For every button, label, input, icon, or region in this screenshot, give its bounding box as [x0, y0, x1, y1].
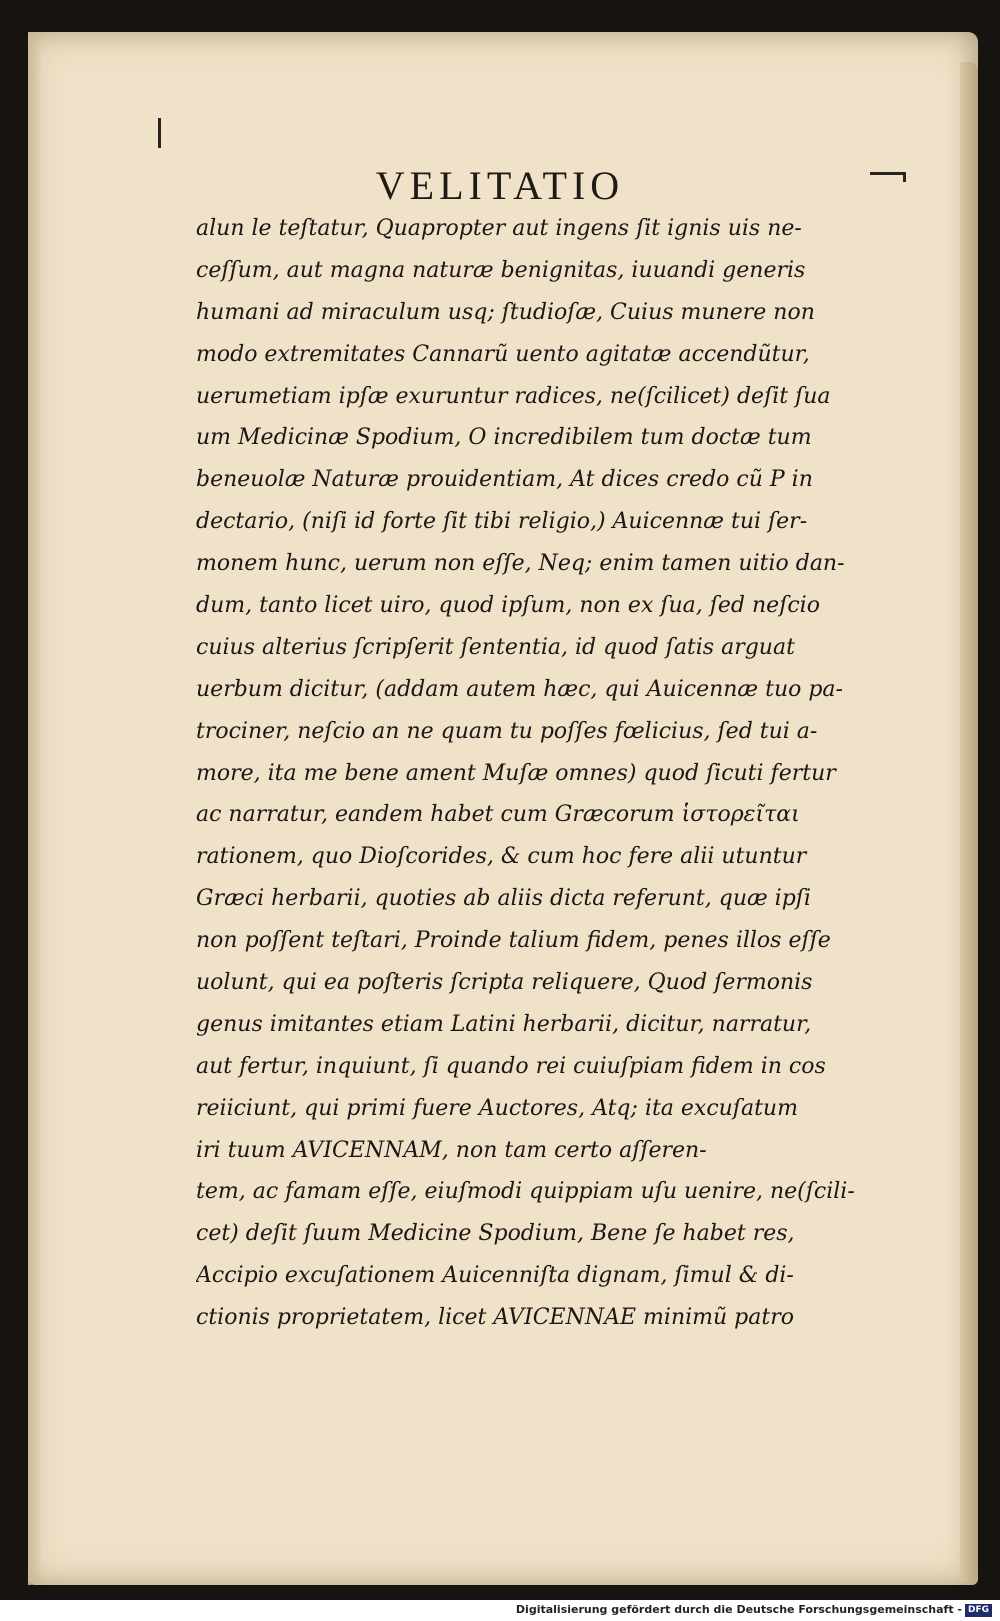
text-line: um Medicinæ Spodium, O incredibilem tum doctæ tum: [196, 425, 812, 451]
text-line: dectario, (niſi id forte ſit tibi religio,) Auicennæ tui ſer-: [196, 509, 808, 535]
text-block: [196, 208, 896, 1339]
text-line: uerumetiam ipſæ exuruntur radices, ne(ſcilicet) deſit ſua: [196, 383, 831, 409]
digitization-credit: [516, 1603, 992, 1617]
text-line: monem hunc, uerum non eſſe, Neq; enim tamen uitio dan-: [196, 551, 845, 577]
credit-text: Digitalisierung gefördert durch die Deutsche Forschungsgemeinschaft -: [515, 1603, 962, 1616]
text-line: reiiciunt, qui primi fuere Auctores, Atq; ita excuſatum: [196, 1095, 798, 1121]
text-line: uolunt, qui ea poſteris ſcripta reliquere, Quod ſermonis: [196, 970, 813, 996]
text-line: trociner, neſcio an ne quam tu poſſes fœlicius, ſed tui a-: [196, 718, 818, 744]
text-line: beneuolæ Naturæ prouidentiam, At dices credo cũ P in: [196, 467, 813, 493]
text-line: Græci herbarii, quoties ab aliis dicta referunt, quæ ipſi: [196, 886, 811, 912]
text-line: genus imitantes etiam Latini herbarii, dicitur, narratur,: [196, 1011, 812, 1037]
running-header: VELITATIO: [375, 163, 625, 208]
text-line: alun le teſtatur, Quapropter aut ingens ſit ignis uis ne-: [196, 216, 802, 241]
text-line: ceſſum, aut magna naturæ benignitas, iuuandi generis: [196, 257, 806, 283]
dfg-logo: DFG: [965, 1604, 992, 1617]
text-line: Accipio excuſationem Auicenniſta dignam, ſimul & di-: [196, 1263, 794, 1289]
text-line: ctionis proprietatem, licet AVICENNAE minimũ patro: [196, 1305, 794, 1331]
page-edge: [960, 62, 978, 1582]
text-line: more, ita me bene ament Muſæ omnes) quod ſicuti fertur: [196, 760, 836, 786]
text-line: modo extremitates Cannarũ uento agitatæ accendũtur,: [196, 341, 810, 367]
text-line: uerbum dicitur, (addam autem hæc, qui Auicennæ tuo pa-: [196, 676, 843, 702]
text-line: aut fertur, inquiunt, ſi quando rei cuiuſpiam fidem in cos: [196, 1053, 826, 1079]
text-line: cet) deſit ſuum Medicine Spodium, Bene ſe habet res,: [196, 1221, 795, 1247]
text-line: rationem, quo Dioſcorides, & cum hoc fere alii utuntur: [196, 844, 807, 870]
text-line: non poſſent teſtari, Proinde talium fidem, penes illos eſſe: [196, 928, 831, 954]
page-gutter-shadow: [28, 32, 42, 1585]
margin-mark: [158, 118, 161, 148]
text-line: cuius alterius ſcripſerit ſententia, id quod ſatis arguat: [196, 634, 795, 660]
text-line: tem, ac famam eſſe, eiuſmodi quippiam uſu uenire, ne(ſcili-: [196, 1179, 855, 1205]
text-line: ac narratur, eandem habet cum Græcorum ἱστορεῖται: [196, 802, 800, 828]
text-line: iri tuum AVICENNAM, non tam certo aſſeren-: [196, 1137, 707, 1163]
text-line: humani ad miraculum usq; ſtudioſæ, Cuius munere non: [196, 299, 815, 325]
text-line: dum, tanto licet uiro, quod ipſum, non ex ſua, ſed neſcio: [196, 593, 820, 619]
